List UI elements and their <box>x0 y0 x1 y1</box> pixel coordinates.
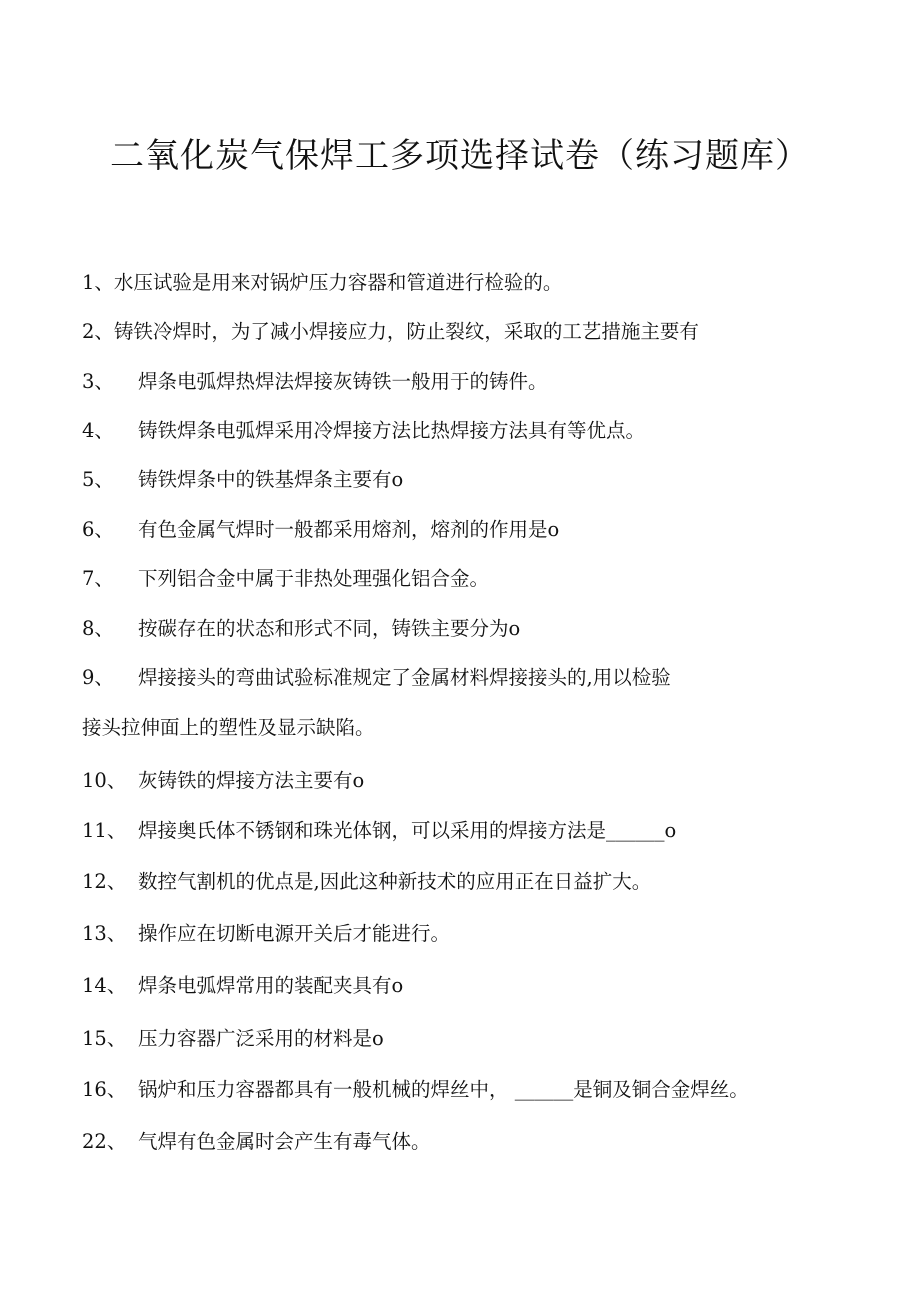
question-number: 12、 <box>82 870 127 893</box>
question-4 <box>82 421 645 441</box>
question-text: 锅炉和压力容器都具有一般机械的焊丝中， ______是铜及铜合金焊丝。 <box>138 1078 749 1101</box>
question-number: 14、 <box>82 974 127 997</box>
question-10 <box>82 771 364 791</box>
question-9 <box>82 668 671 688</box>
question-text: 焊接奥氏体不锈钢和珠光体钢，可以采用的焊接方法是______o <box>138 819 677 842</box>
question-number: 7、 <box>82 567 114 590</box>
question-number: 3、 <box>82 370 114 393</box>
question-3 <box>82 372 548 392</box>
question-16 <box>82 1080 749 1100</box>
question-number: 4、 <box>82 419 114 442</box>
question-number: 2、 <box>82 320 114 343</box>
question-1 <box>82 273 562 293</box>
question-text: 焊条电弧焊常用的装配夹具有o <box>138 974 404 997</box>
question-5 <box>82 470 403 490</box>
question-number: 10、 <box>82 769 127 792</box>
question-text: 铸铁冷焊时，为了减小焊接应力，防止裂纹，采取的工艺措施主要有 <box>113 320 699 343</box>
question-text: 压力容器广泛采用的材料是o <box>138 1027 384 1050</box>
question-number: 22、 <box>82 1130 127 1153</box>
question-number: 15、 <box>82 1027 127 1050</box>
question-text: 灰铸铁的焊接方法主要有o <box>138 769 365 792</box>
question-number: 6、 <box>82 518 114 541</box>
question-number: 13、 <box>82 922 127 945</box>
question-text: 数控气割机的优点是,因此这种新技术的应用正在日益扩大。 <box>138 870 652 893</box>
question-14 <box>82 976 403 996</box>
question-number: 16、 <box>82 1078 127 1101</box>
question-11 <box>82 821 676 841</box>
question-number: 8、 <box>82 617 114 640</box>
question-8 <box>82 619 520 639</box>
question-text: 操作应在切断电源开关后才能进行。 <box>138 922 451 945</box>
question-text: 铸铁焊条电弧焊采用冷焊接方法比热焊接方法具有等优点。 <box>138 419 646 442</box>
question-2 <box>82 322 699 342</box>
question-7 <box>82 569 489 589</box>
question-text: 水压试验是用来对锅炉压力容器和管道进行检验的。 <box>113 271 563 294</box>
question-13 <box>82 924 450 944</box>
question-number: 11、 <box>82 819 127 842</box>
question-number: 9、 <box>82 666 114 689</box>
question-9-continuation: 接头拉伸面上的塑性及显示缺陷。 <box>82 716 375 739</box>
document-title: 二氧化炭气保焊工多项选择试卷（练习题库） <box>110 136 810 176</box>
question-text: 有色金属气焊时一般都采用熔剂，熔剂的作用是o <box>138 518 560 541</box>
question-text: 焊条电弧焊热焊法焊接灰铸铁一般用于的铸件。 <box>138 370 548 393</box>
question-number: 5、 <box>82 468 114 491</box>
question-text: 铸铁焊条中的铁基焊条主要有o <box>138 468 404 491</box>
question-12 <box>82 872 651 892</box>
question-text: 按碳存在的状态和形式不同，铸铁主要分为o <box>138 617 521 640</box>
question-6 <box>82 520 559 540</box>
question-text: 气焊有色金属时会产生有毒气体。 <box>138 1130 431 1153</box>
question-text: 下列铝合金中属于非热处理强化铝合金。 <box>138 567 490 590</box>
question-22 <box>82 1132 431 1152</box>
question-number: 1、 <box>82 271 114 294</box>
question-15 <box>82 1029 384 1049</box>
question-text: 焊接接头的弯曲试验标准规定了金属材料焊接接头的,用以检验 <box>138 666 671 689</box>
